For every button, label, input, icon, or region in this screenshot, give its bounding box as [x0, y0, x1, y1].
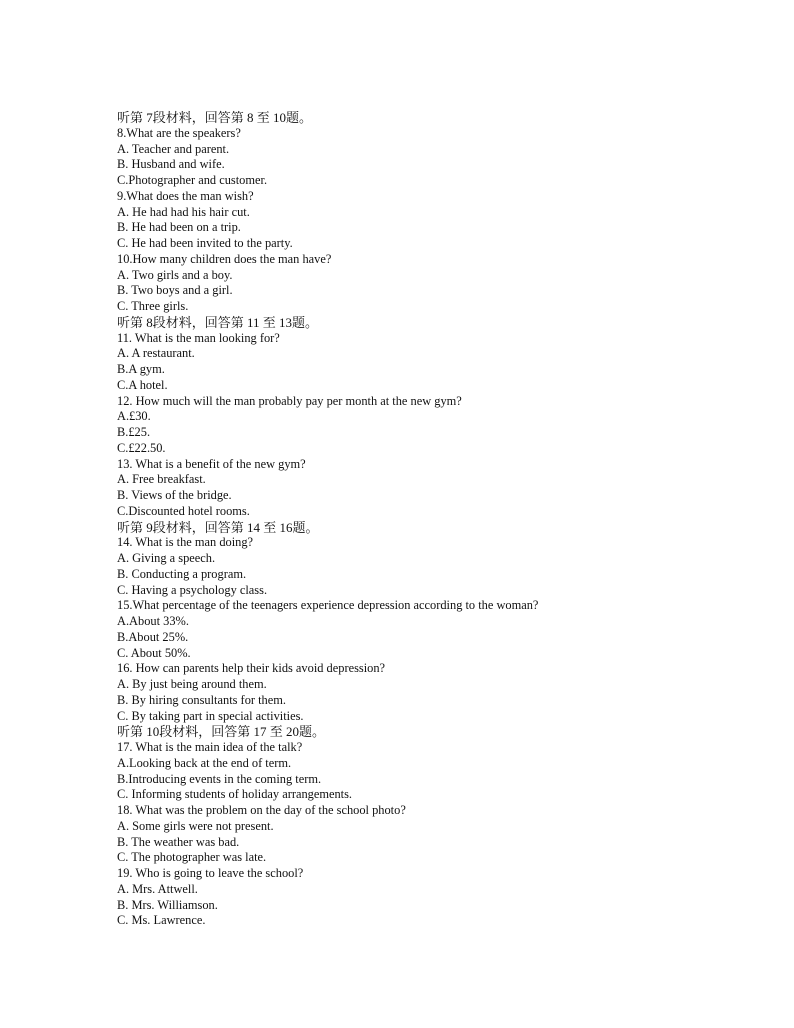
question-text: 16. How can parents help their kids avoid depression? — [117, 661, 386, 676]
answer-option: A. Two girls and a boy. — [117, 267, 233, 282]
answer-option: B. Views of the bridge. — [117, 488, 232, 502]
answer-option: B. The weather was bad. — [117, 834, 240, 849]
answer-option: C. Informing students of holiday arrangements. — [117, 787, 353, 802]
question-text: 14. What is the man doing? — [117, 535, 254, 550]
answer-option: B. Husband and wife. — [117, 157, 225, 172]
answer-option: A. Some girls were not present. — [117, 818, 274, 833]
answer-option: C. He had been invited to the party. — [117, 236, 293, 250]
answer-option: C.£22.50. — [117, 440, 166, 455]
answer-option: A. Free breakfast. — [117, 472, 206, 487]
answer-option: A. A restaurant. — [117, 346, 195, 361]
section-heading: 听第 9段材料，回答第 14 至 16题。 — [117, 519, 319, 535]
answer-option: C.Photographer and customer. — [117, 173, 268, 187]
question-text: 19. Who is going to leave the school? — [117, 866, 304, 880]
answer-option: C. About 50%. — [117, 645, 191, 660]
question-text: 11. What is the man looking for? — [117, 330, 280, 345]
answer-option: A. He had had his hair cut. — [117, 204, 250, 219]
answer-option: A.Looking back at the end of term. — [117, 755, 292, 770]
question-text: 12. How much will the man probably pay per month at the new gym? — [117, 393, 462, 408]
answer-option: C. Three girls. — [117, 299, 189, 313]
section-heading: 听第 7段材料，回答第 8 至 10题。 — [117, 110, 313, 125]
answer-option: A. Giving a speech. — [117, 551, 216, 565]
question-text: 15.What percentage of the teenagers experience depression according to the woman? — [117, 598, 539, 613]
answer-option: A. By just being around them. — [117, 677, 267, 691]
answer-option: C.A hotel. — [117, 377, 168, 392]
question-text: 9.What does the man wish? — [117, 188, 254, 203]
answer-option: B. By hiring consultants for them. — [117, 692, 286, 707]
listening-questions — [117, 110, 757, 929]
answer-option: B. Mrs. Williamson. — [117, 897, 218, 912]
section-heading: 听第 10段材料，回答第 17 至 20题。 — [117, 724, 326, 740]
answer-option: A. Mrs. Attwell. — [117, 881, 198, 896]
answer-option: B.A gym. — [117, 362, 165, 376]
answer-option: C. Having a psychology class. — [117, 582, 268, 597]
answer-option: B.About 25%. — [117, 629, 189, 644]
answer-option: B.Introducing events in the coming term. — [117, 771, 322, 786]
answer-option: A. Teacher and parent. — [117, 141, 230, 156]
answer-option: C. Ms. Lawrence. — [117, 913, 206, 928]
section-heading: 听第 8段材料，回答第 11 至 13题。 — [117, 314, 319, 330]
question-text: 10.How many children does the man have? — [117, 251, 332, 266]
question-text: 13. What is a benefit of the new gym? — [117, 456, 306, 471]
answer-option: B. He had been on a trip. — [117, 220, 241, 235]
question-text: 17. What is the main idea of the talk? — [117, 740, 303, 754]
answer-option: C. The photographer was late. — [117, 850, 267, 865]
answer-option: B. Two boys and a girl. — [117, 283, 233, 298]
answer-option: A.£30. — [117, 409, 151, 424]
answer-option: C. By taking part in special activities. — [117, 708, 304, 723]
answer-option: C.Discounted hotel rooms. — [117, 503, 250, 518]
answer-option: B.£25. — [117, 425, 151, 439]
answer-option: A.About 33%. — [117, 614, 189, 628]
question-text: 18. What was the problem on the day of the school photo? — [117, 803, 406, 817]
question-text: 8.What are the speakers? — [117, 125, 241, 140]
answer-option: B. Conducting a program. — [117, 566, 247, 581]
